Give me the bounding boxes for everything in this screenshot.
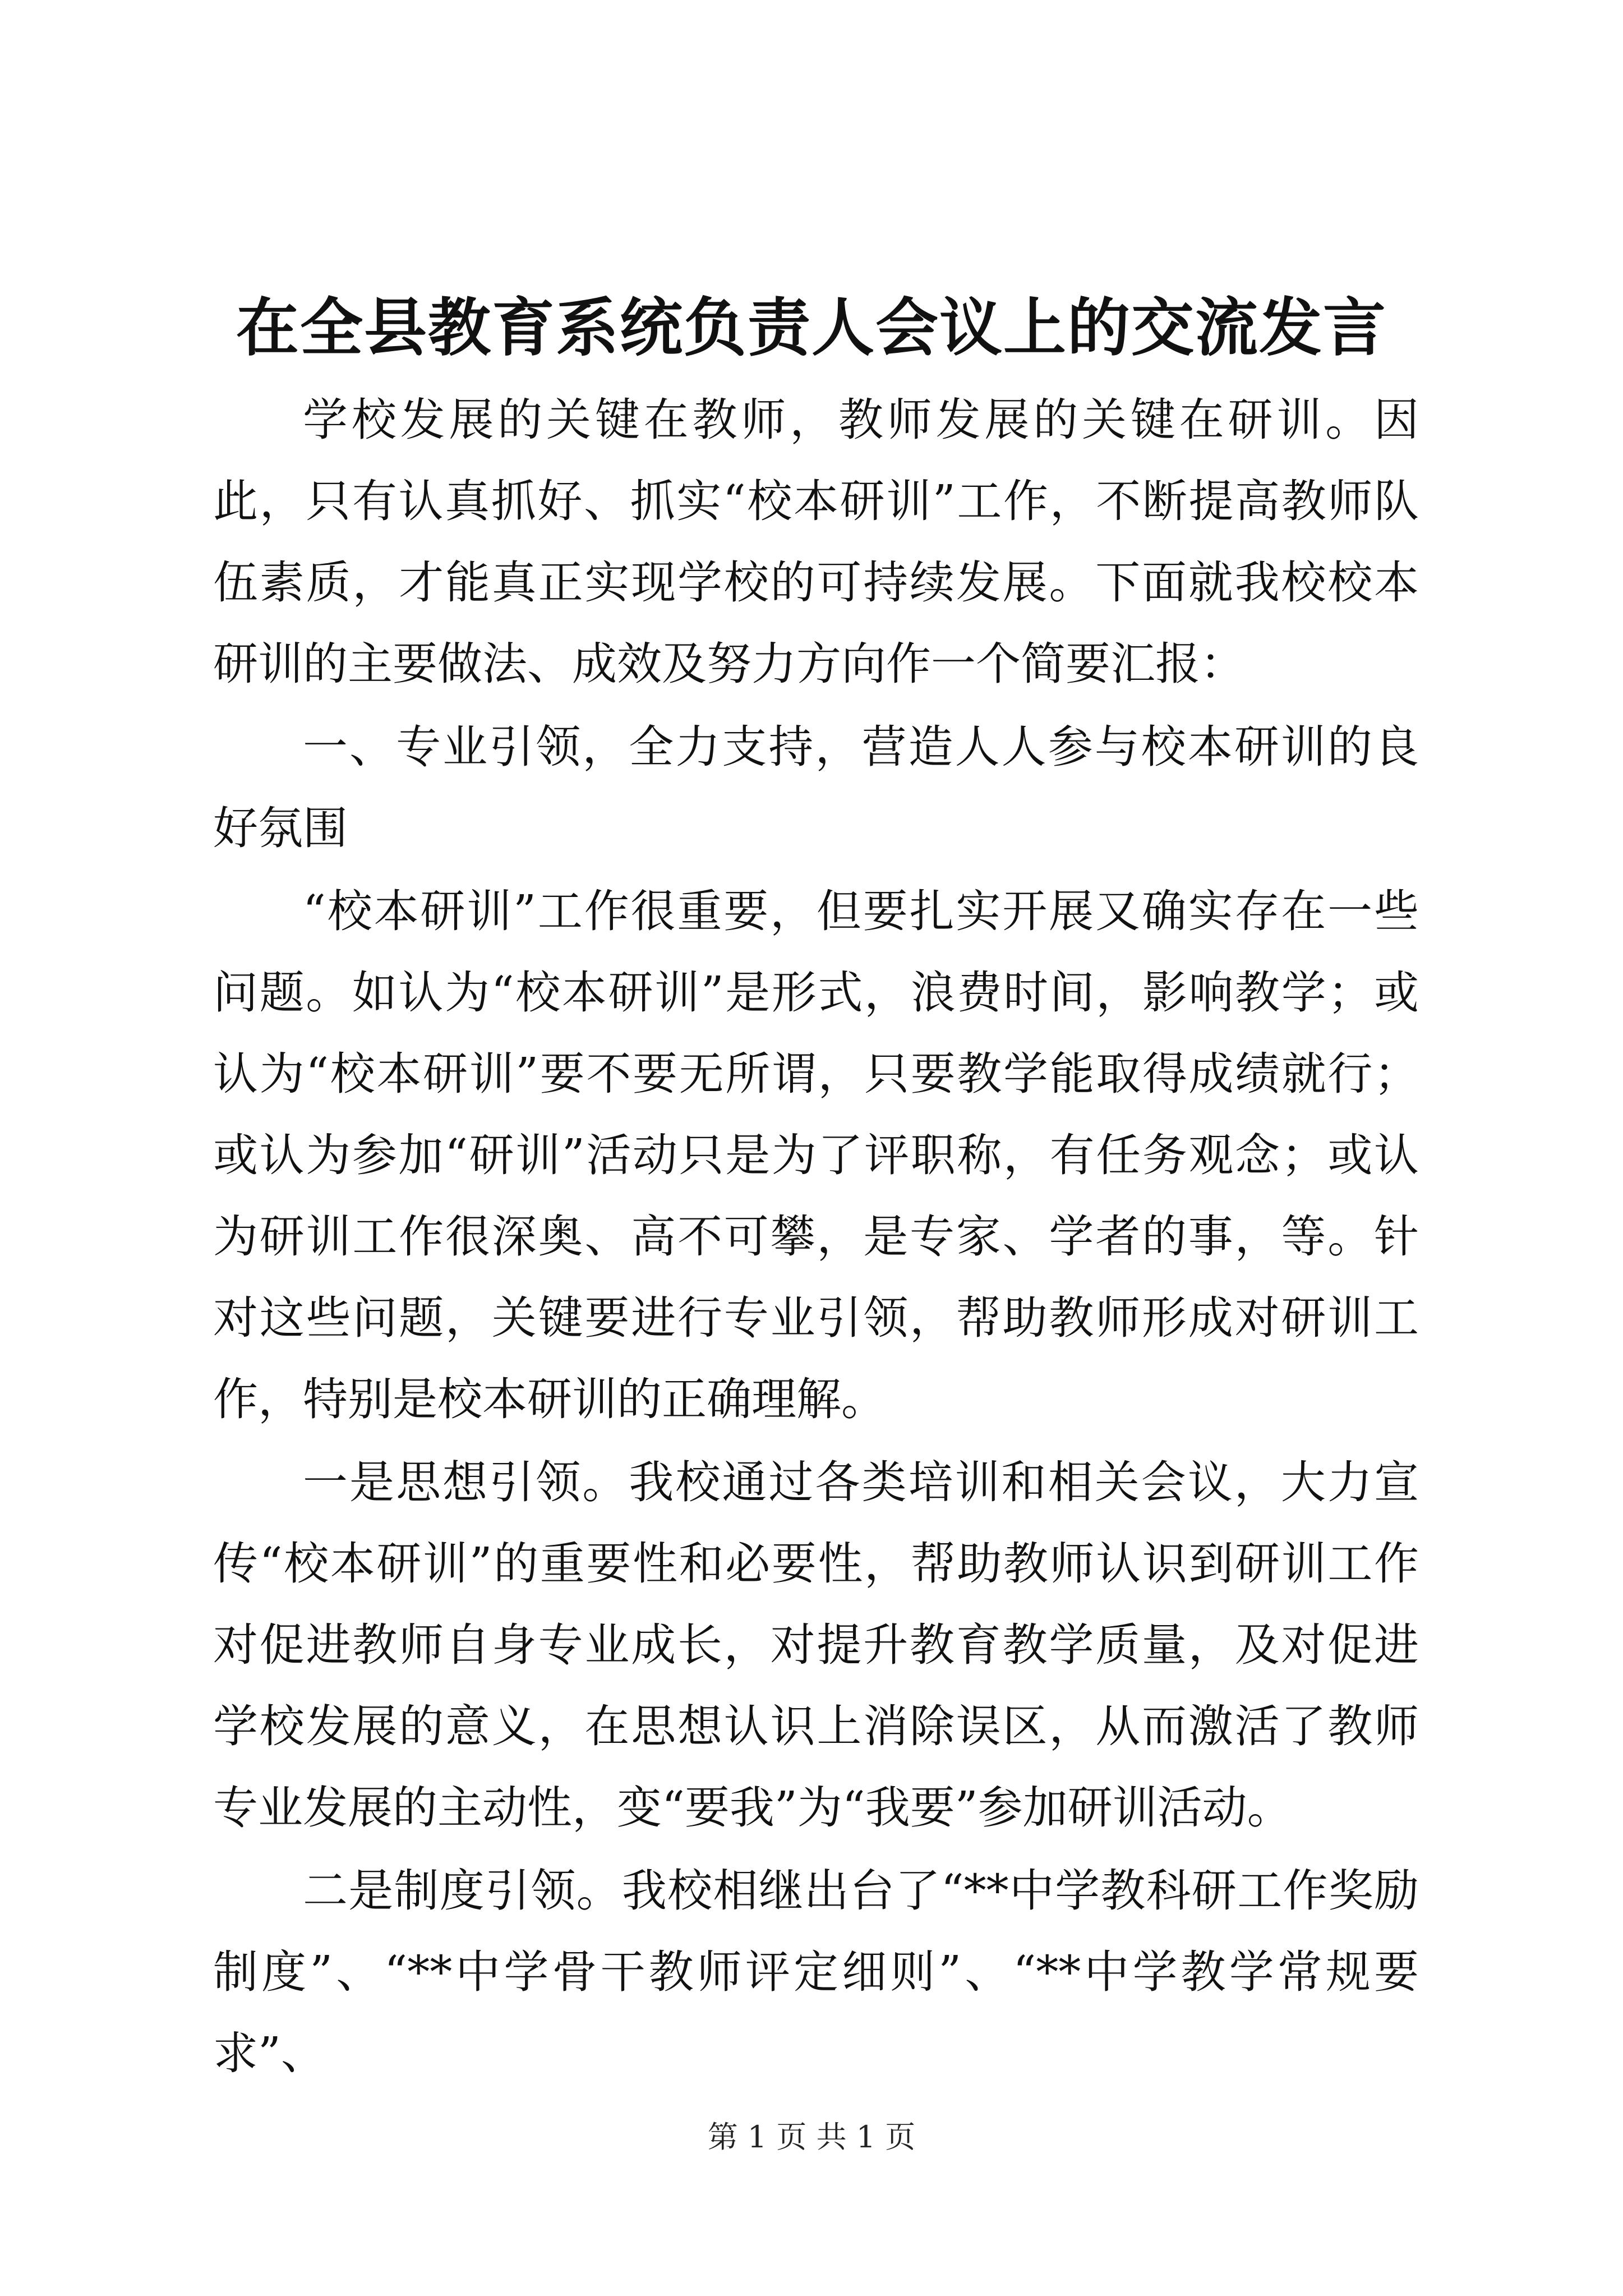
document-body (213, 379, 1419, 2096)
section-heading-1: 一、专业引领，全力支持，营造人人参与校本研训的良好氛围 (213, 721, 1419, 854)
paragraph-ideological-guidance: 一是思想引领。我校通过各类培训和相关会议，大力宣传“校本研训”的重要性和必要性，帮助教师认识到研训工作对促进教师自身专业成长，对提升教育教学质量，及对促进学校发展的意义，在思想认识上消除误区，从而激活了教师专业发展的主动性，变“要我”为“我要”参加研训活动。 (213, 1456, 1419, 1834)
page-footer: 第 1 页 共 1 页 (707, 2119, 916, 2155)
paragraph-problems: “校本研训”工作很重要，但要扎实开展又确实存在一些问题。如认为“校本研训”是形式，浪费时间，影响教学；或认为“校本研训”要不要无所谓，只要教学能取得成绩就行；或认为参加“研训”活动只是为了评职称，有任务观念；或认为研训工作很深奥、高不可攀，是专家、学者的事，等。针对这些问题，关键要进行专业引领，帮助教师形成对研训工作，特别是校本研训的正确理解。 (213, 885, 1419, 1425)
paragraph-institutional-guidance: 二是制度引领。我校相继出台了“**中学教科研工作奖励制度”、“**中学骨干教师评定细则”、“**中学教学常规要求”、 (213, 1865, 1419, 2079)
document-title: 在全县教育系统负责人会议上的交流发言 (236, 291, 1387, 365)
paragraph-intro: 学校发展的关键在教师，教师发展的关键在研训。因此，只有认真抓好、抓实“校本研训”工作，不断提高教师队伍素质，才能真正实现学校的可持续发展。下面就我校校本研训的主要做法、成效及努力方向作一个简要汇报： (213, 394, 1419, 690)
